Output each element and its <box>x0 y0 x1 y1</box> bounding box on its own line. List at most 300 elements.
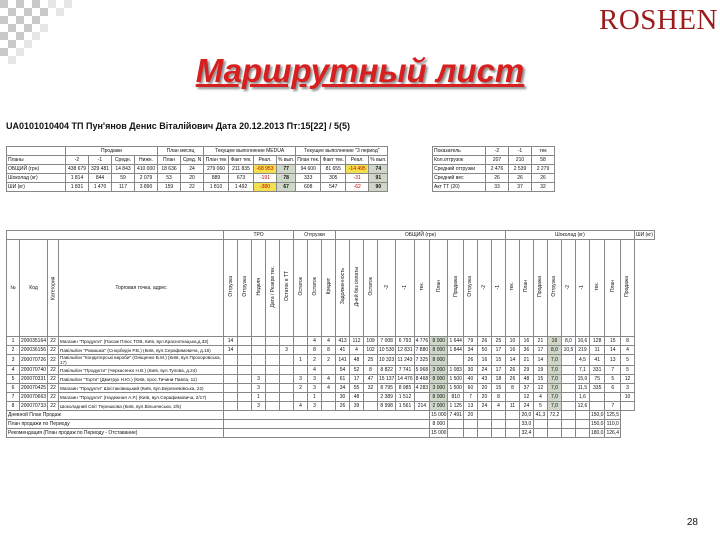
cell: 214 <box>414 402 430 411</box>
cell: 889 <box>204 174 229 183</box>
cell <box>294 366 308 375</box>
cell <box>414 393 430 402</box>
cell <box>238 393 252 402</box>
table-row[interactable] <box>7 346 655 355</box>
cell: 30 <box>463 366 477 375</box>
cell: 331 <box>589 366 605 375</box>
page-number: 28 <box>686 517 698 528</box>
summary-cell: 20 <box>463 411 477 420</box>
cell: 24 <box>519 402 533 411</box>
column-header: Торговая точка, адрес <box>59 240 224 337</box>
cell: 4 <box>322 337 336 346</box>
cell: 4 283 <box>415 385 429 391</box>
cell: 1 561 <box>396 402 414 411</box>
col-header: -1 <box>89 156 112 165</box>
cell: 11 <box>505 402 519 411</box>
cell: 34 <box>463 346 477 355</box>
cell: 16 <box>505 346 519 355</box>
cell: 207 <box>486 156 509 165</box>
cell: 128 <box>589 337 605 346</box>
cell: 21 <box>519 355 533 366</box>
summary-cell <box>505 411 519 420</box>
outlet-code: 200070331 <box>21 376 47 382</box>
cell: 94 600 <box>296 165 321 174</box>
summary-cell: 7 491 <box>449 412 462 418</box>
cell: 52 <box>350 366 364 375</box>
column-header-vertical <box>448 240 464 337</box>
cell <box>620 402 634 411</box>
cell <box>224 393 238 402</box>
summary-cell <box>561 429 575 438</box>
cell: 16 <box>547 337 561 346</box>
cell: 2 389 <box>378 393 396 402</box>
row-label: Кол.отгрузок <box>433 156 486 165</box>
cell: 77 <box>277 165 296 174</box>
cell: 10 530 <box>379 347 395 353</box>
vertical-label: -2 <box>565 284 572 289</box>
summary-label: План продажи по Периоду <box>7 420 224 429</box>
cell: 48 <box>350 355 364 366</box>
cell: 335 <box>589 384 605 393</box>
summary-cell: 20,0 <box>519 411 533 420</box>
vertical-label: Продажа <box>624 276 631 297</box>
cell: 7,0 <box>547 375 561 384</box>
cell-negative: -68 953 <box>254 165 277 174</box>
cell: 141 <box>336 355 350 366</box>
cell: 1 125 <box>449 403 462 409</box>
cell <box>252 355 266 366</box>
cell-negative: -31 <box>346 174 369 183</box>
vertical-label: Остаток <box>311 277 318 296</box>
summary-cell: 15 000 <box>431 430 447 436</box>
cell: 1 <box>294 355 308 366</box>
cell: 3 000 <box>430 366 448 375</box>
cell <box>561 355 575 366</box>
cell: 4 <box>350 346 364 355</box>
cell: 12 <box>533 384 547 393</box>
summary-cell <box>491 420 505 429</box>
cell <box>266 384 280 393</box>
section-header-row <box>7 231 655 240</box>
cell: 4,5 <box>575 355 589 366</box>
cell: 1 831 <box>66 183 89 192</box>
summary-row <box>7 411 655 420</box>
summary-cell <box>477 420 491 429</box>
row-number: 6 <box>7 384 20 393</box>
group-header-plan-month: План месяц <box>158 147 204 156</box>
cell <box>280 375 294 384</box>
vertical-label: -2 <box>481 284 488 289</box>
vertical-label: Отгрузка <box>551 276 558 297</box>
cell <box>589 393 605 402</box>
vertical-label: Дней без оплаты <box>353 266 360 307</box>
outlet-address: Павільйон "Продукти" (Черкасенко Н.В.) (Київ, вул.Тупова, д.24) <box>59 366 224 375</box>
sheet-header: UA0101010404 ТП Пун'янов Денис Віталійович Дата 20.12.2013 Пт:15[22] / 5(5) <box>6 121 351 131</box>
cell: 53 <box>158 174 181 183</box>
cell: 219 <box>575 346 589 355</box>
cell: 438 679 <box>66 165 89 174</box>
cell: 13 <box>605 355 621 366</box>
column-header-vertical <box>280 240 294 337</box>
column-header-vertical <box>378 240 396 337</box>
cell: 26 <box>532 174 555 183</box>
cell: 2 <box>322 355 336 366</box>
summary-cell <box>533 429 547 438</box>
cell: 15 <box>491 355 505 366</box>
cell: 8 000 <box>430 355 448 366</box>
indicator-row <box>433 156 555 165</box>
summary-cell <box>477 411 491 420</box>
cell: 41 <box>589 355 605 366</box>
cell: 4 <box>308 337 322 346</box>
indicator-row <box>433 183 555 192</box>
summary-cell: 110,0 <box>606 421 619 427</box>
cell: 50 <box>477 346 491 355</box>
row-label: Акт ТТ (20) <box>433 183 486 192</box>
filler <box>224 420 430 429</box>
summary-cell: 41,3 <box>533 411 547 420</box>
category: 22 <box>48 393 59 402</box>
row-number: 3 <box>7 355 20 366</box>
column-header-vertical <box>294 240 308 337</box>
cell: 159 <box>158 183 181 192</box>
col-header: % вып. <box>278 157 295 163</box>
cell: 30 <box>336 393 350 402</box>
cell: 7 <box>605 366 621 375</box>
vertical-label: тек. <box>594 282 601 291</box>
cell: 1 644 <box>449 338 462 344</box>
row-label: ШИ (кг) <box>7 183 66 192</box>
outlet-address: Магазин "Продукти" Шостаковицький (Київ, вул.Березняківська, 22) <box>59 384 224 393</box>
cell: 90 <box>369 183 388 192</box>
vertical-label: тек. <box>418 282 425 291</box>
cell: 24 <box>477 366 491 375</box>
row-number: 4 <box>7 366 20 375</box>
cell: 58 <box>532 156 555 165</box>
cell: 20 <box>477 393 491 402</box>
cell: 26 <box>505 366 519 375</box>
column-header-vertical <box>575 240 589 337</box>
cell: 10 323 <box>378 355 396 366</box>
cell-negative: -14 495 <box>346 165 369 174</box>
summary-cell: 33,0 <box>519 420 533 429</box>
cell: 18 <box>491 375 505 384</box>
table-row[interactable] <box>7 393 655 402</box>
cell: 8 <box>620 337 634 346</box>
cell <box>364 402 378 411</box>
cell: 26 <box>463 355 477 366</box>
cell: 15 <box>533 375 547 384</box>
outlet-address: Шоколадний Світ Терешкова (Київ, вул.Вільнянська, 2/5) <box>59 402 224 411</box>
cell <box>252 346 266 355</box>
cell: 7,0 <box>547 366 561 375</box>
summary-cell: 15 000 <box>431 412 447 418</box>
cell: 48 <box>350 393 364 402</box>
cell <box>224 402 238 411</box>
summary-cell <box>477 429 491 438</box>
cell <box>266 337 280 346</box>
cell: 7 <box>463 393 477 402</box>
col-header: % вып. <box>370 157 387 163</box>
cell: 4 <box>620 346 634 355</box>
top-right-indicator-table <box>432 146 555 192</box>
cell: 7 008 <box>378 337 396 346</box>
cell: 3 <box>252 402 266 411</box>
cell: 1 814 <box>66 174 89 183</box>
cell: 8 <box>364 366 378 375</box>
summary-cell <box>463 429 477 438</box>
cell: 8 795 <box>378 384 396 393</box>
cell <box>589 402 605 411</box>
cell <box>280 337 294 346</box>
cell: 8 000 <box>430 337 448 346</box>
indicator-row <box>433 165 555 174</box>
outlet-code: 200035164 <box>21 338 47 344</box>
cell: 3 <box>308 402 322 411</box>
cell <box>294 346 308 355</box>
summary-cell <box>547 420 561 429</box>
outlet-address: Магазин "Продукти" (Пасаж Плюс ТОВ, Київ, вул.Красноткацька,д.33) <box>59 337 224 346</box>
cell: 7,0 <box>547 402 561 411</box>
cell: 75 <box>589 375 605 384</box>
cell: 8 000 <box>430 393 448 402</box>
cell <box>280 402 294 411</box>
route-main-table <box>6 230 655 438</box>
row-label: Средний вес <box>433 174 486 183</box>
cell: 29 <box>519 366 533 375</box>
column-header-row <box>7 240 655 337</box>
cell: 16,6 <box>575 337 589 346</box>
cell: 4 776 <box>415 338 429 344</box>
cell: 4 <box>491 402 505 411</box>
vertical-label: Задолженность <box>339 268 346 305</box>
cell: 61 <box>336 375 350 384</box>
table-row[interactable] <box>7 366 655 375</box>
vertical-label: тек. <box>509 282 516 291</box>
table-row[interactable] <box>7 384 655 393</box>
outlet-code: 200070726 <box>20 355 48 366</box>
cell: 1 492 <box>229 183 254 192</box>
cell: 8 000 <box>430 375 448 384</box>
col-header: Сред. N <box>181 156 204 165</box>
cell: 3 <box>280 346 294 355</box>
cell: 26 <box>477 337 491 346</box>
cell <box>224 384 238 393</box>
column-header-vertical <box>224 240 238 337</box>
cell: 844 <box>89 174 112 183</box>
cell: 34 <box>336 384 350 393</box>
summary-cell <box>575 429 589 438</box>
section-header: Отгрузки <box>294 231 336 240</box>
cell <box>224 355 238 366</box>
column-header-vertical <box>561 240 575 337</box>
cell: 1 <box>252 393 266 402</box>
section-header: ОБЩИЙ (грн) <box>336 231 506 240</box>
cell: 37 <box>509 183 532 192</box>
cell <box>561 402 575 411</box>
column-header-vertical <box>364 240 378 337</box>
cell <box>322 393 336 402</box>
column-header-vertical <box>430 240 448 337</box>
cell: 3 <box>620 384 634 393</box>
cell-negative: -380 <box>254 183 277 192</box>
cell: 1 500 <box>449 376 462 382</box>
summary-cell: 125,5 <box>606 412 619 418</box>
vertical-label: Отгрузка <box>227 276 234 297</box>
table-row[interactable] <box>7 337 655 346</box>
cell: 8,0 <box>561 337 575 346</box>
cell: 410 000 <box>135 165 158 174</box>
cell: 7,0 <box>547 384 561 393</box>
cell: 2 000 <box>430 402 448 411</box>
table-row[interactable] <box>7 375 655 384</box>
cell: 26 <box>509 174 532 183</box>
cell: 11,5 <box>575 384 589 393</box>
col-header: Показатель <box>433 147 486 156</box>
cell: 1 512 <box>396 393 414 402</box>
column-header-vertical <box>350 240 364 337</box>
cell: 15 137 <box>379 376 395 382</box>
cell <box>266 402 280 411</box>
summary-cell <box>561 411 575 420</box>
group-header-current-medua: Текущее выполнение MEDUA <box>204 147 296 156</box>
cell: 4 <box>294 402 308 411</box>
summary-row-total <box>7 165 388 174</box>
summary-row-si <box>7 183 388 192</box>
cell: 17 <box>350 375 364 384</box>
cell <box>280 366 294 375</box>
cell <box>238 355 252 366</box>
cell: 2 079 <box>135 174 158 183</box>
column-header-vertical <box>589 240 605 337</box>
cell: 19 <box>533 366 547 375</box>
cell: 7,0 <box>547 393 561 402</box>
cell: 67 <box>277 183 296 192</box>
cell: 11 <box>589 346 605 355</box>
cell <box>252 337 266 346</box>
cell: 26 <box>486 174 509 183</box>
col-header: Средн. <box>112 156 135 165</box>
summary-cell: 32,4 <box>519 429 533 438</box>
cell: 547 <box>321 183 346 192</box>
row-number: 1 <box>7 337 20 346</box>
cell <box>266 355 280 366</box>
summary-row <box>7 429 655 438</box>
cell <box>280 393 294 402</box>
col-header: -1 <box>509 147 532 156</box>
table-row[interactable] <box>7 402 655 411</box>
cell: 26 <box>336 402 350 411</box>
cell: 20 <box>181 174 204 183</box>
cell: 3 <box>252 384 266 393</box>
cell: 54 <box>336 366 350 375</box>
cell: 5 968 <box>415 367 429 373</box>
column-header: Код <box>20 240 48 337</box>
cell: 210 <box>509 156 532 165</box>
cell: 12 <box>519 393 533 402</box>
summary-row <box>7 420 655 429</box>
cell: 14 <box>224 337 238 346</box>
cell: 20 <box>477 384 491 393</box>
vertical-label: Кредит <box>325 278 332 295</box>
cell <box>505 393 519 402</box>
table-row[interactable] <box>7 355 655 366</box>
col-header: -2 <box>66 156 89 165</box>
cell: 112 <box>350 337 364 346</box>
cell: 36 <box>519 346 533 355</box>
cell: 117 <box>112 183 135 192</box>
cell: 8 <box>491 393 505 402</box>
category: 22 <box>48 375 59 384</box>
column-header-vertical <box>477 240 491 337</box>
row-number: 5 <box>7 375 20 384</box>
cell: 4 <box>533 393 547 402</box>
cell: 15,0 <box>575 375 589 384</box>
cell: 39 <box>350 402 364 411</box>
vertical-label: -2 <box>383 284 390 289</box>
filler <box>224 429 430 438</box>
col-header: Реал. <box>346 156 369 165</box>
cell: 33 <box>486 183 509 192</box>
column-header: № <box>7 240 20 337</box>
summary-label: Дневной План Продаж <box>7 411 224 420</box>
cell: 8 985 <box>396 384 414 393</box>
col-header-row <box>7 156 388 165</box>
cell: 3 <box>308 375 322 384</box>
filler <box>224 411 430 420</box>
col-header: Реал. <box>254 156 277 165</box>
col-header: Факт тек. <box>322 157 344 163</box>
cell: 3 000 <box>430 384 448 393</box>
col-header-row <box>433 147 555 156</box>
cell: 14 476 <box>397 376 413 382</box>
summary-cell <box>448 420 464 429</box>
cell: 5 <box>620 366 634 375</box>
vertical-label: Отгрузка <box>241 276 248 297</box>
top-left-summary-table <box>6 146 388 192</box>
summary-cell <box>575 420 589 429</box>
summary-cell: 72,2 <box>547 411 561 420</box>
cell <box>561 384 575 393</box>
cell: 17 <box>491 346 505 355</box>
cell: 8 <box>505 384 519 393</box>
cell <box>280 384 294 393</box>
cell: 5 <box>620 355 634 366</box>
cell: 74 <box>369 165 388 174</box>
outlet-address: Павільйон "Кондитерські вироби" (Оніщенко В.М.) (Київ, вул.Прохоровська, 17) <box>59 355 224 366</box>
column-header-vertical <box>620 240 634 337</box>
summary-label: Рекомендация (План продаж по Периоду - Отставание) <box>7 429 224 438</box>
cell: 1 810 <box>204 183 229 192</box>
cell: 8 000 <box>430 346 448 355</box>
category: 22 <box>48 402 59 411</box>
cell: 3 <box>308 384 322 393</box>
cell: 21 <box>533 337 547 346</box>
summary-cell: 8 000 <box>430 420 448 429</box>
vertical-label: План <box>523 280 530 293</box>
cell <box>322 366 336 375</box>
col-header: -2 <box>486 147 509 156</box>
summary-cell <box>463 420 477 429</box>
cell: 3 <box>252 375 266 384</box>
cell: 102 <box>364 346 378 355</box>
cell: 32 <box>364 384 378 393</box>
cell: 7,1 <box>575 366 589 375</box>
slide-title: Маршрутный лист <box>195 52 525 89</box>
summary-cell <box>505 429 519 438</box>
cell: 8 <box>308 346 322 355</box>
cell: 608 <box>296 183 321 192</box>
